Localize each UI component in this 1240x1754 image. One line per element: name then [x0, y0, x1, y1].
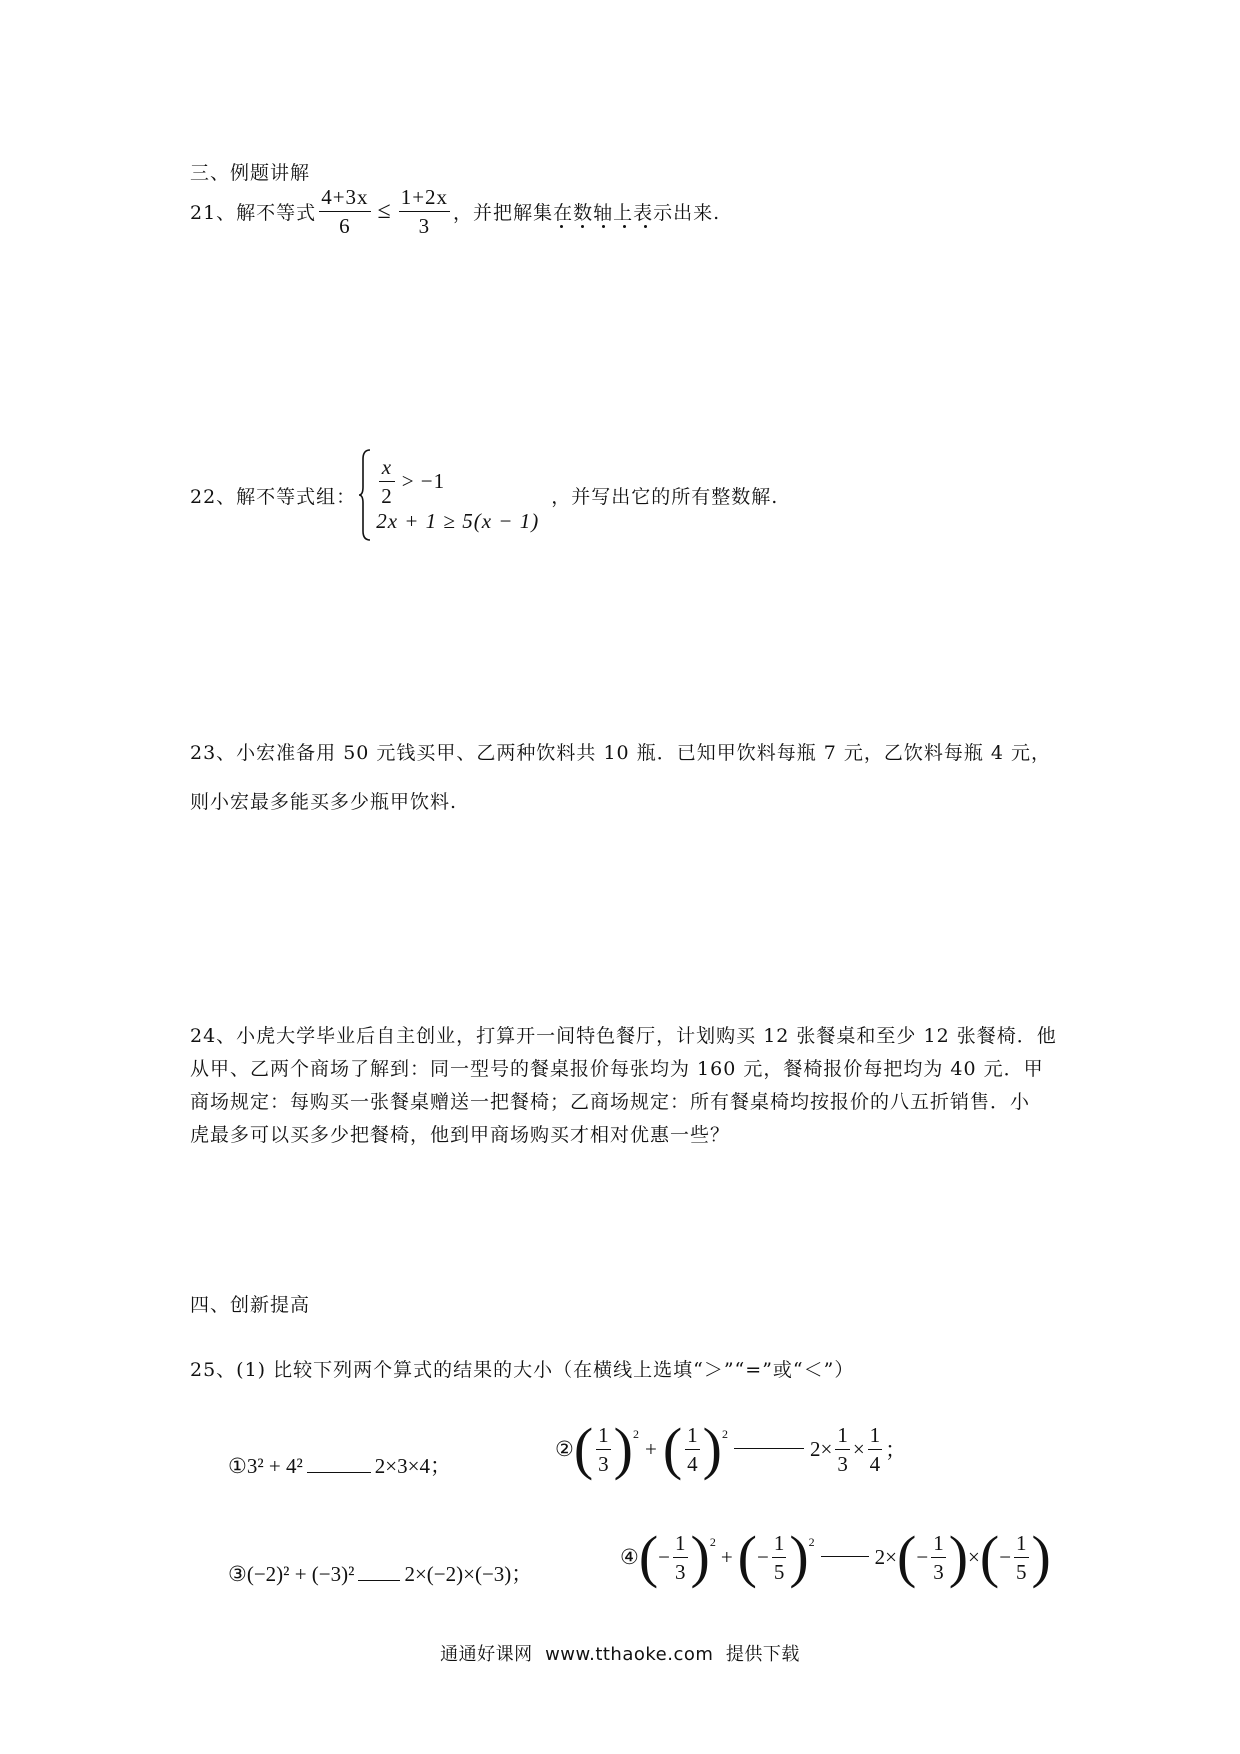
q25-item-4-paren-close-a: ): [690, 1524, 710, 1589]
q25-item-4-rhs-frac-a-den: 3: [933, 1559, 944, 1584]
q25-item-4: [620, 1524, 1051, 1589]
q25-item-2-rhs-frac-a-bar: [835, 1449, 850, 1450]
q25-item-1-label: ①: [228, 1454, 247, 1478]
q25-item-4-paren-close-d: ): [1031, 1524, 1051, 1589]
q22-prefix: 22、解不等式组：: [190, 485, 357, 508]
q25-item-4-minus-d: −: [999, 1544, 1012, 1569]
q25-item-4-exponent-a: 2: [709, 1535, 716, 1549]
q22-system: [376, 456, 539, 534]
q22-frac-denominator: 2: [381, 484, 393, 508]
q25-item-4-minus-b: −: [757, 1544, 769, 1569]
q25-item-4-paren-open-b: (: [737, 1524, 757, 1589]
q25-item-4-frac-a-bar: [673, 1557, 688, 1558]
q25-item-2-frac-b-bar: [685, 1449, 700, 1450]
q22-frac-numerator: x: [381, 454, 393, 479]
q25-item-2-frac-b-num: 1: [687, 1422, 698, 1447]
q24-line-3: 商场规定：每购买一张餐桌赠送一把餐椅；乙商场规定：所有餐桌椅均按报价的八五折销售．小: [190, 1091, 1031, 1113]
q25-item-1-answer-blank[interactable]: [307, 1472, 371, 1473]
q22-fraction: [379, 456, 395, 507]
q22-brace: [358, 447, 372, 543]
q25-item-3-label: ③: [228, 1562, 247, 1586]
section-4-heading: 四、创新提高: [190, 1294, 311, 1316]
q25-item-4-fraction-b: [772, 1532, 787, 1583]
q25-item-3-rhs: 2×(−2)×(−3)；: [404, 1562, 533, 1586]
q25-item-2-rhs-frac-b-bar: [868, 1449, 883, 1450]
q24-line-4: 虎最多可以买多少把餐椅，他到甲商场购买才相对优惠一些？: [190, 1124, 731, 1146]
q25-item-2-rhs-frac-a-den: 3: [837, 1451, 848, 1476]
q25-item-3-answer-blank[interactable]: [358, 1580, 400, 1581]
q25-item-4-rhs-fraction-a: [931, 1532, 946, 1583]
q25-item-2-frac-a-den: 3: [598, 1451, 609, 1476]
q25-item-2-fraction-a: [596, 1424, 611, 1475]
q21-frac1-denominator: 6: [339, 214, 351, 239]
q22-line-2: 2x + 1 ≥ 5(x − 1): [376, 509, 540, 534]
q25-item-4-rhs-frac-b-num: 1: [1016, 1530, 1027, 1555]
q25-item-4-plus: +: [720, 1544, 733, 1569]
question-22: [190, 447, 778, 543]
q25-item-4-rhs-frac-a-bar: [931, 1557, 946, 1558]
q21-frac2-numerator: 1+2x: [400, 185, 449, 209]
q25-item-2-label: ②: [555, 1436, 574, 1461]
page-footer: 通通好课网 www.tthaoke.com 提供下载: [440, 1644, 800, 1665]
q25-item-1-rhs: 2×3×4；: [374, 1454, 451, 1478]
q24-line-2: 从甲、乙两个商场了解到：同一型号的餐桌报价每张均为 160 元，餐椅报价每把均为 40 元．甲: [190, 1058, 1044, 1080]
q25-item-2-rhs-prefix: 2×: [809, 1436, 833, 1461]
q25-item-4-frac-b-bar: [772, 1557, 787, 1558]
q21-emphasized-text: [513, 198, 633, 225]
q25-item-4-frac-b-den: 5: [773, 1559, 785, 1584]
q21-emphasized-words: 解集在数轴上: [513, 202, 634, 225]
q25-intro: 25、(1) 比较下列两个算式的结果的大小（在横线上选填“＞”“=”或“＜”）: [190, 1359, 855, 1381]
q21-frac2-denominator: 3: [418, 214, 431, 239]
q22-frac-bar: [379, 481, 395, 482]
q25-item-4-frac-a-den: 3: [675, 1559, 686, 1584]
q21-suffix-a: ，并把: [453, 202, 514, 225]
q25-item-2-exponent-a: 2: [632, 1427, 639, 1441]
q25-item-2-frac-a-bar: [596, 1449, 611, 1450]
q25-item-2-rhs-frac-b-den: 4: [869, 1451, 881, 1476]
q25-item-1-expression: 3² + 4²: [246, 1454, 303, 1478]
q25-item-2-exponent-b: 2: [721, 1427, 728, 1441]
q25-item-4-paren-open-a: (: [638, 1524, 659, 1589]
q25-item-2-frac-a-num: 1: [598, 1422, 609, 1447]
q25-item-2-plus: +: [644, 1436, 657, 1461]
q24-line-1: 24、小虎大学毕业后自主创业，打算开一间特色餐厅，计划购买 12 张餐桌和至少 12 张餐椅．他: [190, 1025, 1057, 1047]
q21-frac2-bar: [399, 211, 450, 212]
q25-item-4-paren-open-c: (: [897, 1524, 917, 1589]
q25-item-4-rhs-fraction-b: [1014, 1532, 1029, 1583]
q22-line-1: [376, 456, 539, 507]
q21-prefix: 21、解不等式: [190, 202, 317, 225]
q25-item-4-times: ×: [968, 1544, 980, 1569]
q21-fraction-left: [319, 186, 370, 237]
q21-frac1-bar: [319, 211, 370, 212]
q21-fraction-right: [399, 186, 450, 237]
q25-item-3-expression: (−2)² + (−3)²: [246, 1562, 355, 1586]
q25-item-2-rhs-fraction-b: [868, 1424, 883, 1475]
q21-relation: ≤: [377, 198, 392, 225]
q25-item-2-paren-open-a: (: [573, 1416, 594, 1481]
q25-item-2-rhs-fraction-a: [835, 1424, 850, 1475]
q25-item-4-answer-blank[interactable]: [821, 1556, 869, 1557]
q25-item-4-rhs-frac-b-den: 5: [1016, 1559, 1027, 1584]
q21-frac1-numerator: 4+3x: [321, 185, 369, 209]
q25-item-4-paren-open-d: (: [979, 1524, 1000, 1589]
q21-suffix-b: 表示出来.: [633, 202, 721, 225]
q25-item-4-frac-a-num: 1: [675, 1530, 686, 1555]
q25-item-1: [228, 1450, 451, 1480]
q25-item-2-frac-b-den: 4: [687, 1451, 698, 1476]
q23-line-1: 23、小宏准备用 50 元钱买甲、乙两种饮料共 10 瓶．已知甲饮料每瓶 7 元，乙饮料每瓶 4 元，: [190, 742, 1052, 764]
q25-item-4-rhs-frac-b-bar: [1014, 1557, 1029, 1558]
q25-item-2-end: ；: [885, 1438, 907, 1463]
q23-line-2: 则小宏最多能买多少瓶甲饮料.: [190, 791, 458, 813]
q25-item-2-paren-close-b: ): [702, 1416, 722, 1481]
q25-item-4-minus-a: −: [658, 1544, 670, 1569]
q25-item-4-fraction-a: [673, 1532, 688, 1583]
q25-item-2-rhs-frac-a-num: 1: [837, 1422, 848, 1447]
q25-item-4-label: ④: [620, 1544, 639, 1569]
q25-item-4-paren-close-c: ): [948, 1524, 969, 1589]
q25-item-4-frac-b-num: 1: [773, 1530, 785, 1555]
q22-suffix: ，并写出它的所有整数解.: [551, 485, 779, 508]
q25-item-2-paren-open-b: (: [662, 1416, 683, 1481]
q25-item-4-exponent-b: 2: [808, 1535, 815, 1549]
q25-item-4-minus-c: −: [916, 1544, 929, 1569]
q25-item-3: [228, 1558, 532, 1588]
q25-item-2-answer-blank[interactable]: [734, 1448, 804, 1449]
q25-item-4-rhs-prefix: 2×: [874, 1544, 898, 1569]
q22-line-1-rest: > −1: [401, 469, 446, 493]
q25-item-2: [555, 1416, 907, 1481]
section-3-heading: 三、例题讲解: [190, 162, 311, 184]
q25-item-2-paren-close-a: ): [613, 1416, 633, 1481]
q25-item-2-times: ×: [852, 1436, 865, 1461]
question-21: [190, 186, 720, 237]
q25-item-2-fraction-b: [685, 1424, 700, 1475]
q25-item-4-rhs-frac-a-num: 1: [933, 1530, 944, 1555]
q25-item-4-paren-close-b: ): [789, 1524, 809, 1589]
q25-item-2-rhs-frac-b-num: 1: [869, 1422, 881, 1447]
